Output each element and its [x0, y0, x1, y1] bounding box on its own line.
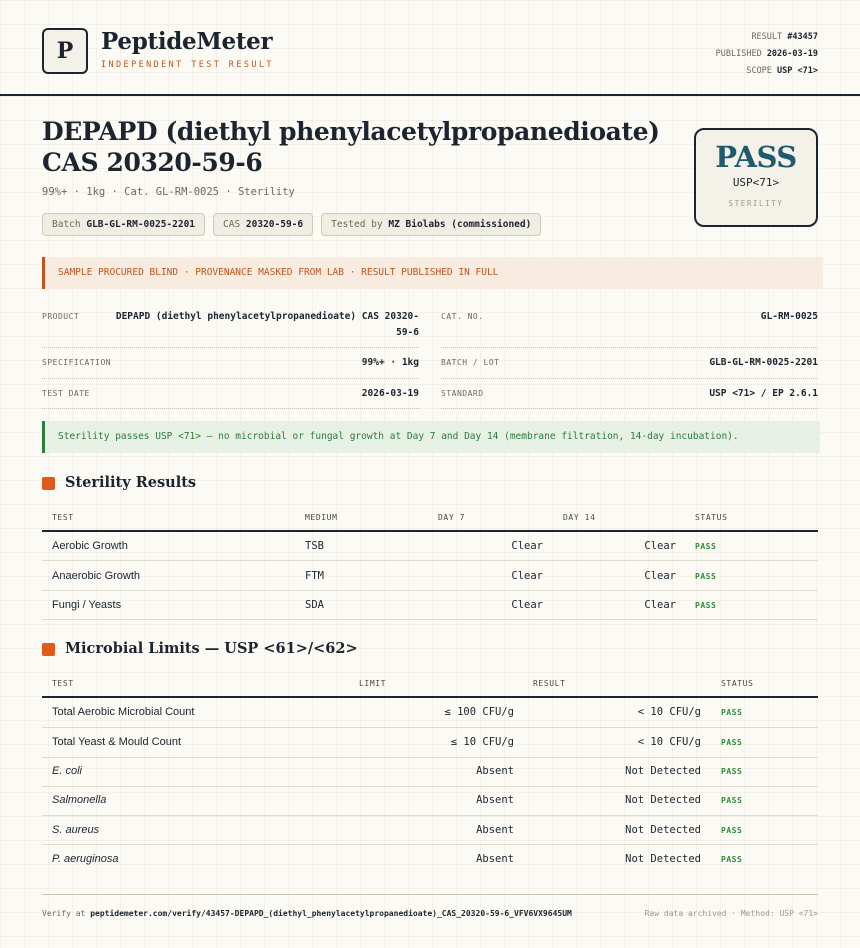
sterility-header-test: TEST [52, 513, 74, 522]
table-row-test: E. coli [52, 765, 82, 777]
microbial-header-limit: LIMIT [359, 679, 387, 688]
pass-badge: PASS [695, 542, 717, 551]
cat-label: CAT. NO. [441, 312, 484, 321]
procurement-notice: SAMPLE PROCURED BLIND · PROVENANCE MASKED FROM LAB · RESULT PUBLISHED IN FULL [42, 257, 823, 289]
sterility-header-day14: DAY 14 [563, 513, 596, 522]
table-row-test: S. aureus [52, 824, 100, 836]
verdict-word: PASS [715, 140, 797, 174]
test-date-value: 2026-03-19 [361, 388, 419, 399]
standard-label: STANDARD [441, 389, 484, 398]
batch-value: GLB-GL-RM-0025-2201 [709, 357, 818, 368]
microbial-header-result: RESULT [533, 679, 566, 688]
spec-label: SPECIFICATION [42, 358, 112, 367]
summary-note: Sterility passes USP <71> — no microbial or fungal growth at Day 7 and Day 14 (membrane filtration, 14-day incubation). [42, 421, 820, 453]
batch-chip: Batch GLB-GL-RM-0025-2201 [42, 213, 205, 236]
info-chips [42, 213, 541, 236]
result-label: RESULT [751, 32, 783, 42]
brand-name: PeptideMeter [101, 28, 273, 55]
row-divider [42, 619, 818, 620]
published-date: 2026-03-19 [766, 49, 818, 59]
header-divider [0, 94, 860, 96]
scope-label: SCOPE [746, 66, 772, 76]
table-row-day7: Clear [511, 540, 543, 552]
pass-badge: PASS [721, 738, 743, 747]
pass-badge: PASS [721, 708, 743, 717]
table-row-medium: SDA [305, 599, 324, 611]
microbial-section-title: Microbial Limits — USP <61>/<62> [65, 640, 358, 657]
section-marker-icon [42, 643, 55, 656]
product-value: DEPAPD (diethyl phenylacetylpropanedioate) CAS 20320- 59-6 [115, 311, 419, 338]
sterility-section-title: Sterility Results [65, 474, 197, 491]
table-row-day7: Clear [511, 599, 543, 611]
table-row-day7: Clear [511, 570, 543, 582]
detail-divider [441, 347, 818, 348]
spec-value: 99%+ · 1kg [361, 357, 419, 368]
sterility-header-rule [42, 530, 818, 532]
table-row-result: Not Detected [625, 794, 701, 806]
table-row-test: Total Yeast & Mould Count [52, 736, 182, 748]
table-row-test: Fungi / Yeasts [52, 599, 122, 611]
verify-prefix: Verify at [42, 909, 86, 918]
row-divider [42, 786, 818, 787]
table-row-test: Total Aerobic Microbial Count [52, 706, 195, 718]
table-row-test: P. aeruginosa [52, 853, 119, 865]
table-row-day14: Clear [644, 540, 676, 552]
table-row-medium: TSB [305, 540, 324, 552]
detail-divider [441, 378, 818, 379]
row-divider [42, 727, 818, 728]
table-row-limit: Absent [476, 853, 514, 865]
table-row-limit: Absent [476, 794, 514, 806]
title-line-2: CAS 20320-59-6 [42, 148, 263, 177]
pass-badge: PASS [721, 796, 743, 805]
table-row-day14: Clear [644, 570, 676, 582]
sterility-header-medium: MEDIUM [305, 513, 338, 522]
verdict-badge [694, 128, 818, 227]
sterility-header-status: STATUS [695, 513, 728, 522]
row-divider [42, 757, 818, 758]
row-divider [42, 560, 818, 561]
row-divider [42, 815, 818, 816]
table-row-medium: FTM [305, 570, 324, 582]
product-subtitle: 99%+ · 1kg · Cat. GL-RM-0025 · Sterility [42, 186, 295, 198]
page-title [42, 116, 682, 178]
test-date-label: TEST DATE [42, 389, 90, 398]
table-row-result: Not Detected [625, 824, 701, 836]
table-row-result: < 10 CFU/g [637, 706, 701, 718]
table-row-limit: ≤ 10 CFU/g [450, 736, 514, 748]
table-row-limit: Absent [476, 824, 514, 836]
pass-badge: PASS [695, 601, 717, 610]
table-row-limit: ≤ 100 CFU/g [444, 706, 514, 718]
published-label: PUBLISHED [715, 49, 762, 59]
pass-badge: PASS [721, 855, 743, 864]
table-row-result: Not Detected [625, 853, 701, 865]
batch-label: BATCH / LOT [441, 358, 500, 367]
pass-badge: PASS [721, 767, 743, 776]
row-divider [42, 844, 818, 845]
archive-note: Raw data archived · Method: USP <71> [644, 909, 818, 918]
pass-badge: PASS [721, 826, 743, 835]
scope-value: USP <71> [777, 66, 818, 76]
table-row-result: < 10 CFU/g [637, 736, 701, 748]
detail-divider [42, 408, 419, 409]
title-line-1: DEPAPD (diethyl phenylacetylpropanedioate) [42, 117, 660, 146]
microbial-header-status: STATUS [721, 679, 754, 688]
verdict-category: STERILITY [728, 199, 784, 208]
microbial-header-rule [42, 696, 818, 698]
table-row-test: Aerobic Growth [52, 540, 128, 552]
row-divider [42, 590, 818, 591]
detail-divider [441, 408, 818, 409]
section-marker-icon [42, 477, 55, 490]
brand-logo: P [42, 28, 88, 74]
tested-by-chip: Tested by MZ Biolabs (commissioned) [321, 213, 541, 236]
table-row-day14: Clear [644, 599, 676, 611]
table-row-test: Anaerobic Growth [52, 570, 141, 582]
pass-badge: PASS [695, 572, 717, 581]
table-row-limit: Absent [476, 765, 514, 777]
verify-text [42, 909, 572, 918]
brand-tagline: INDEPENDENT TEST RESULT [101, 60, 274, 70]
footer-divider [42, 894, 818, 895]
sterility-header-day7: DAY 7 [438, 513, 466, 522]
table-row-test: Salmonella [52, 794, 107, 806]
verdict-standard: USP<71> [732, 176, 780, 189]
detail-divider [42, 378, 419, 379]
verify-link[interactable]: peptidemeter.com/verify/43457-DEPAPD_(diethyl_phenylacetylpropanedioate)_CAS_20320-59-6_VFV6VX9645UM [90, 909, 572, 918]
cat-value: GL-RM-0025 [760, 311, 818, 322]
result-id: #43457 [787, 32, 818, 42]
detail-divider [42, 347, 419, 348]
microbial-header-test: TEST [52, 679, 74, 688]
cas-chip: CAS 20320-59-6 [213, 213, 313, 236]
result-meta [716, 29, 818, 80]
product-label: PRODUCT [42, 312, 80, 321]
standard-value: USP <71> / EP 2.6.1 [709, 388, 818, 399]
table-row-result: Not Detected [625, 765, 701, 777]
